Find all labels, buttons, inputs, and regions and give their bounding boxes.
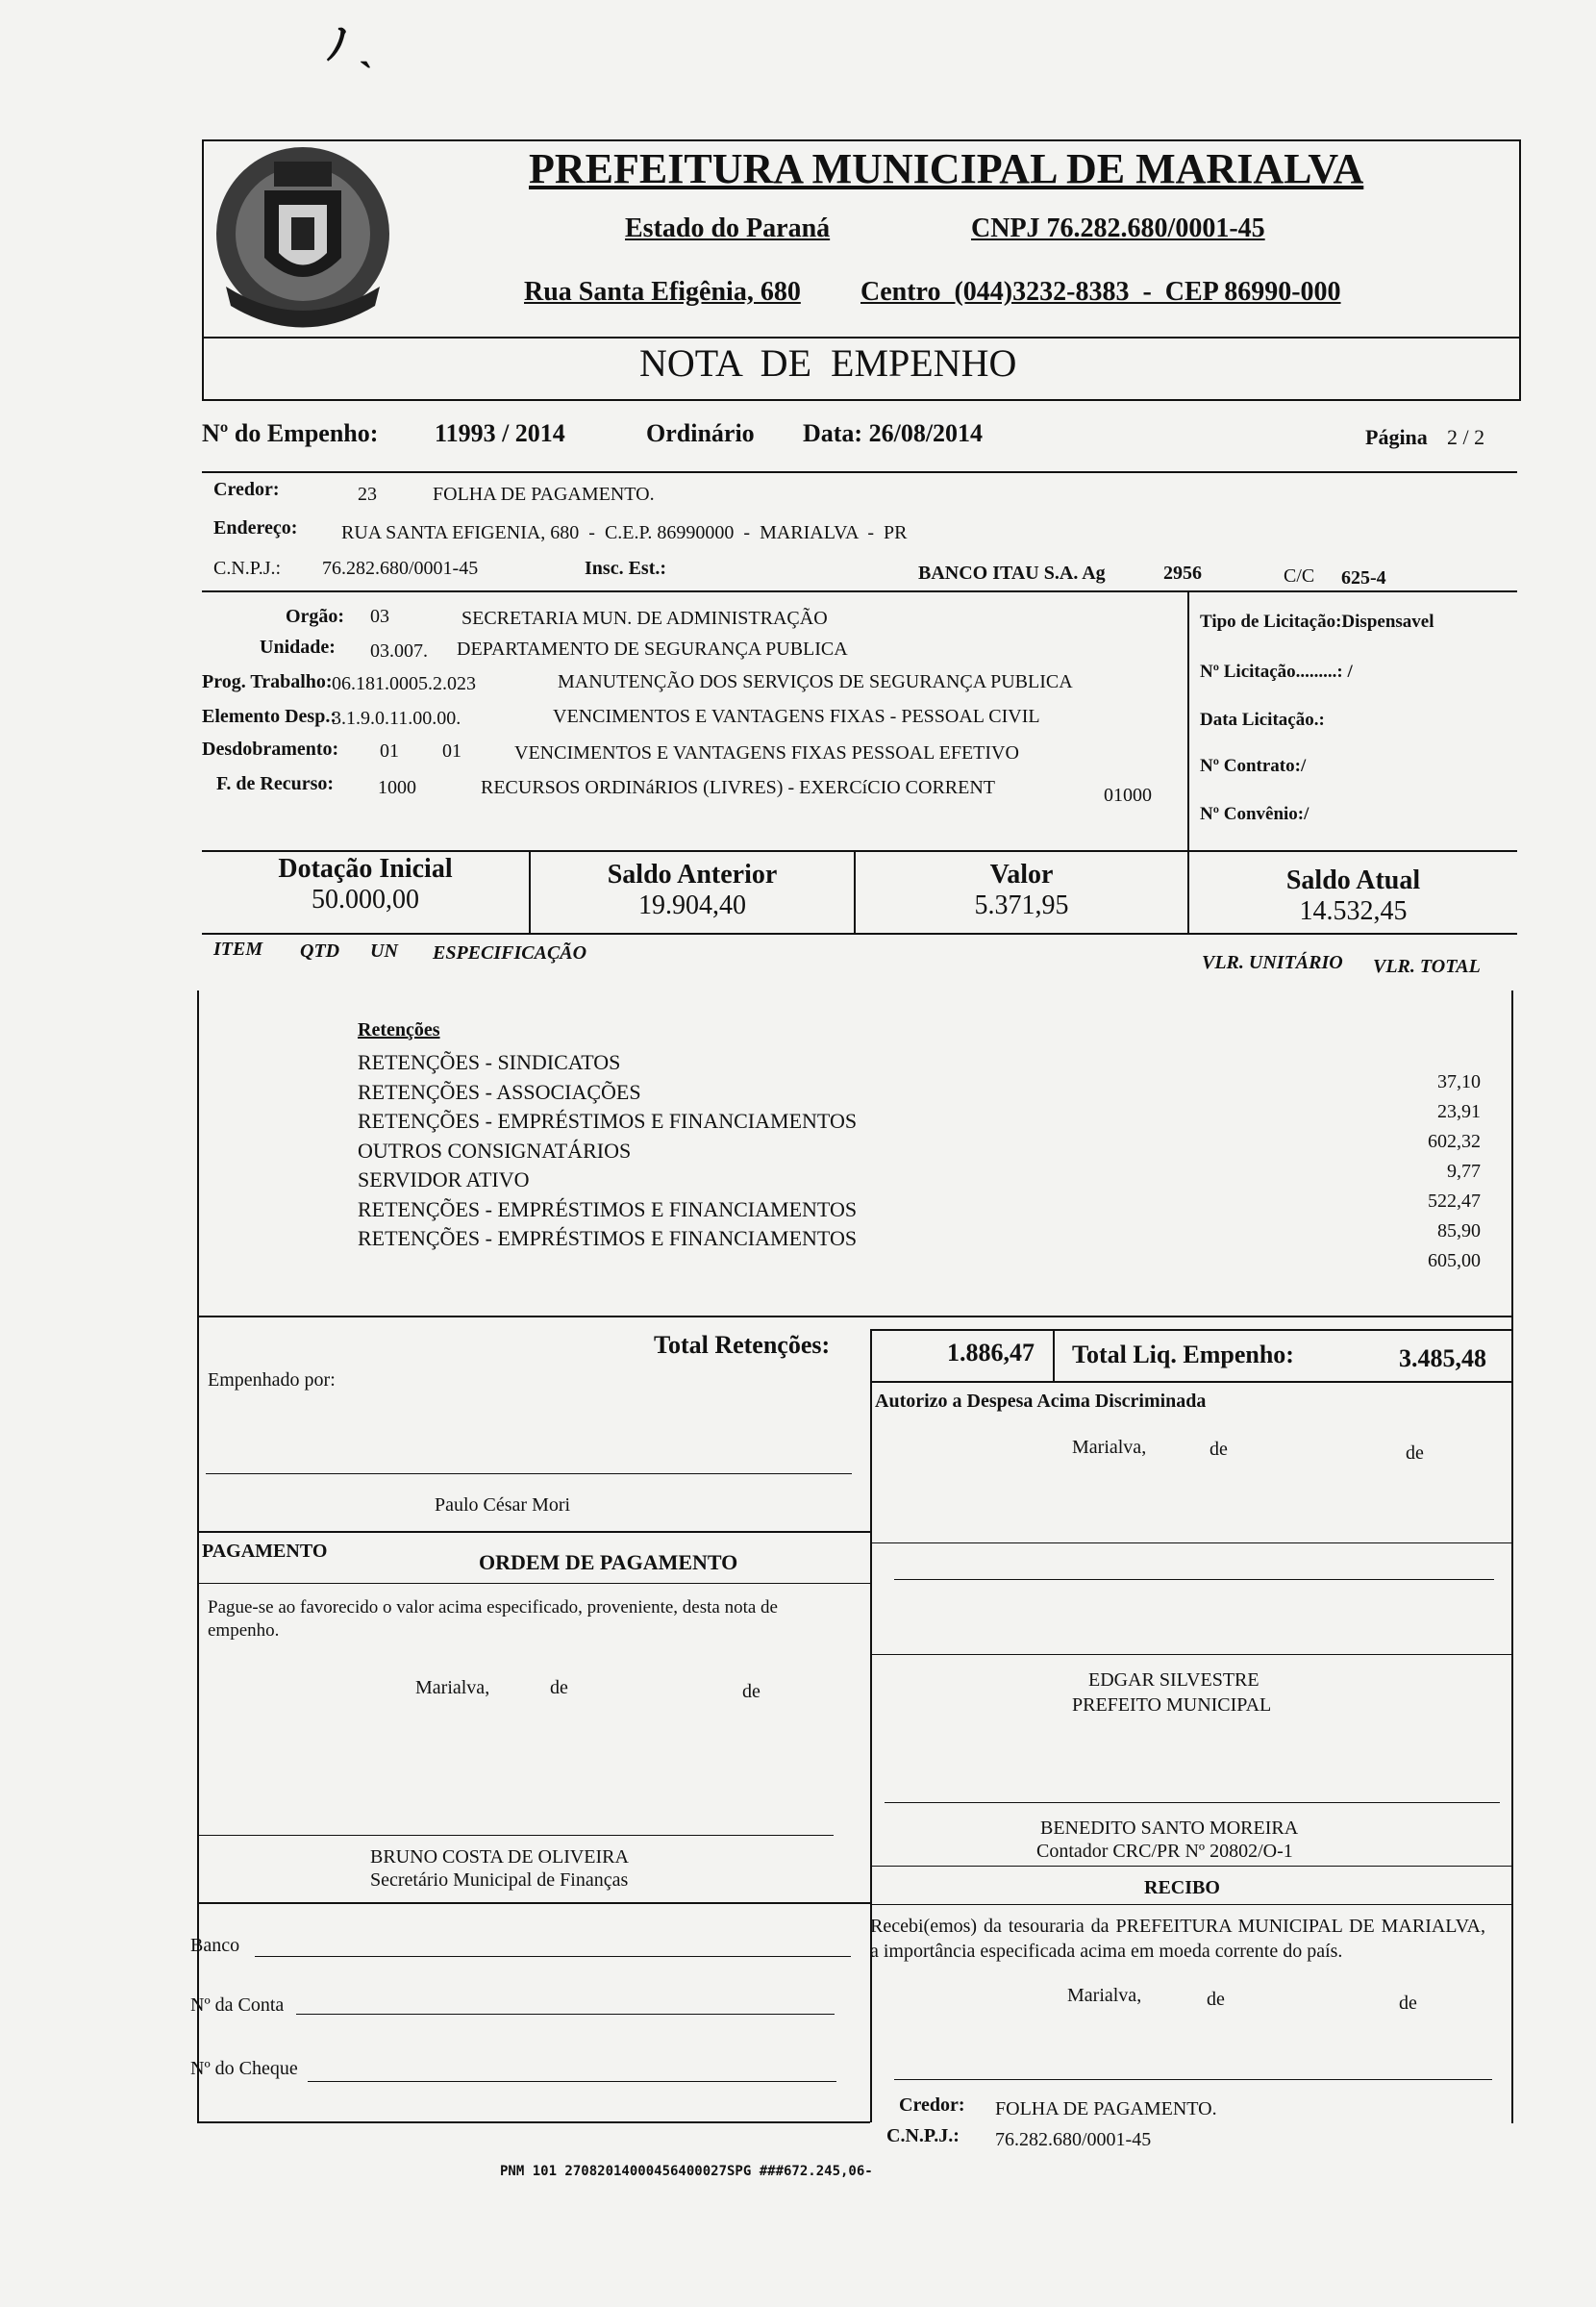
retencoes-values bbox=[1365, 1067, 1481, 1276]
retencao-line: SERVIDOR ATIVO bbox=[358, 1167, 530, 1191]
cheque-field[interactable] bbox=[308, 2081, 836, 2082]
retencao-line: RETENÇÕES - ASSOCIAÇÕES bbox=[358, 1079, 641, 1104]
orgao-name: SECRETARIA MUN. DE ADMINISTRAÇÃO bbox=[461, 608, 828, 629]
address-street: Rua Santa Efigênia, 680 bbox=[524, 277, 801, 307]
final-cnpj-value: 76.282.680/0001-45 bbox=[995, 2129, 1152, 2150]
retencao-value: 9,77 bbox=[1447, 1161, 1481, 1182]
unidade-label: Unidade: bbox=[260, 637, 336, 658]
total-retencoes-label: Total Retenções: bbox=[654, 1331, 831, 1359]
col-item: ITEM bbox=[213, 939, 263, 960]
retencao-line: RETENÇÕES - EMPRÉSTIMOS E FINANCIAMENTOS bbox=[358, 1226, 858, 1250]
total-liq-label: Total Liq. Empenho: bbox=[1072, 1341, 1294, 1368]
empenhado-por-label: Empenhado por: bbox=[208, 1369, 336, 1391]
desdobramento-code2: 01 bbox=[442, 740, 461, 762]
endereco-label: Endereço: bbox=[213, 517, 298, 539]
bank-agency: 2956 bbox=[1163, 563, 1202, 584]
recibo-local: Marialva, bbox=[1067, 1985, 1142, 2006]
saldo-atual-value: 14.532,45 bbox=[1299, 896, 1408, 926]
ordem-pagamento-title: ORDEM DE PAGAMENTO bbox=[479, 1550, 738, 1574]
recibo-title: RECIBO bbox=[1144, 1877, 1220, 1898]
final-cnpj-label: C.N.P.J.: bbox=[886, 2125, 960, 2146]
desdobramento-name: VENCIMENTOS E VANTAGENS FIXAS PESSOAL EFETIVO bbox=[514, 742, 1019, 764]
retencao-line: RETENÇÕES - SINDICATOS bbox=[358, 1050, 621, 1074]
page-label: Página bbox=[1365, 425, 1428, 449]
empenho-type: Ordinário bbox=[646, 419, 755, 447]
address-rest: Centro (044)3232-8383 - CEP 86990-000 bbox=[860, 277, 1341, 307]
retencao-value: 602,32 bbox=[1428, 1131, 1481, 1152]
orgao-label: Orgão: bbox=[286, 606, 345, 627]
cc-value: 625-4 bbox=[1341, 567, 1386, 589]
retencoes-list bbox=[358, 1048, 857, 1254]
col-vlr-unitario: VLR. UNITÁRIO bbox=[1202, 952, 1343, 973]
licitacao-numero: Nº Licitação.........: / bbox=[1200, 662, 1353, 682]
dotacao-label: Dotação Inicial bbox=[278, 854, 453, 884]
pagamento-de-2: de bbox=[742, 1681, 761, 1702]
pague-se-text: Pague-se ao favorecido o valor acima especificado, proveniente, desta nota de empenho. bbox=[208, 1597, 778, 1641]
coat-of-arms-logo bbox=[207, 142, 399, 335]
recurso-code: 1000 bbox=[378, 777, 416, 798]
credor-name: FOLHA DE PAGAMENTO. bbox=[433, 484, 655, 505]
pagamento-label: PAGAMENTO bbox=[202, 1541, 328, 1562]
unidade-name: DEPARTAMENTO DE SEGURANÇA PUBLICA bbox=[457, 639, 848, 660]
autorizo-text: Autorizo a Despesa Acima Discriminada bbox=[875, 1391, 1207, 1412]
insc-label: Insc. Est.: bbox=[585, 558, 667, 579]
elemento-code: 3.1.9.0.11.00.00. bbox=[332, 708, 461, 729]
licitacao-tipo: Tipo de Licitação:Dispensavel bbox=[1200, 612, 1434, 632]
scan-mark: ﾉ ˎ bbox=[327, 21, 373, 68]
elemento-label: Elemento Desp.: bbox=[202, 706, 337, 727]
autorizo-de-2: de bbox=[1406, 1442, 1424, 1464]
prefeitura-title: PREFEITURA MUNICIPAL DE MARIALVA bbox=[529, 145, 1364, 192]
recibo-de-1: de bbox=[1207, 1989, 1225, 2010]
cnpj-header: CNPJ 76.282.680/0001-45 bbox=[971, 213, 1265, 243]
empenho-number: 11993 / 2014 bbox=[435, 419, 565, 447]
empenho-date: Data: 26/08/2014 bbox=[803, 419, 984, 447]
credor-code: 23 bbox=[358, 484, 377, 505]
pagamento-local: Marialva, bbox=[415, 1677, 490, 1698]
retencao-value: 37,10 bbox=[1437, 1071, 1481, 1092]
autorizo-de-1: de bbox=[1209, 1439, 1228, 1460]
cnpj-value: 76.282.680/0001-45 bbox=[322, 558, 479, 579]
pagamento-de-1: de bbox=[550, 1677, 568, 1698]
licitacao-contrato: Nº Contrato:/ bbox=[1200, 756, 1307, 776]
prog-label: Prog. Trabalho: bbox=[202, 671, 333, 692]
col-vlr-total: VLR. TOTAL bbox=[1373, 956, 1481, 977]
prog-name: MANUTENÇÃO DOS SERVIÇOS DE SEGURANÇA PUBLICA bbox=[558, 671, 1073, 692]
cheque-label: Nº do Cheque bbox=[190, 2058, 298, 2079]
saldo-anterior-label: Saldo Anterior bbox=[607, 860, 778, 890]
banco-field[interactable] bbox=[255, 1956, 851, 1957]
retencao-value: 605,00 bbox=[1428, 1250, 1481, 1271]
valor-label: Valor bbox=[989, 860, 1054, 890]
recurso-label: F. de Recurso: bbox=[216, 773, 335, 794]
retencao-line: OUTROS CONSIGNATÁRIOS bbox=[358, 1138, 632, 1163]
retencao-value: 522,47 bbox=[1428, 1191, 1481, 1212]
page-number: 2 / 2 bbox=[1447, 425, 1485, 449]
conta-label: Nº da Conta bbox=[190, 1994, 285, 2016]
recibo-de-2: de bbox=[1399, 1993, 1417, 2014]
orgao-code: 03 bbox=[370, 606, 389, 627]
col-especificacao: ESPECIFICAÇÃO bbox=[433, 942, 587, 964]
retencoes-title: Retenções bbox=[358, 1019, 440, 1041]
retencao-value: 85,90 bbox=[1437, 1220, 1481, 1241]
unidade-code: 03.007. bbox=[370, 640, 428, 662]
col-qtd: QTD bbox=[300, 940, 340, 962]
licitacao-convenio: Nº Convênio:/ bbox=[1200, 804, 1309, 824]
retencao-line: RETENÇÕES - EMPRÉSTIMOS E FINANCIAMENTOS bbox=[358, 1196, 858, 1221]
dotacao-value: 50.000,00 bbox=[312, 885, 419, 915]
recurso-code2: 01000 bbox=[1104, 785, 1152, 806]
credor-label: Credor: bbox=[213, 479, 280, 500]
elemento-name: VENCIMENTOS E VANTAGENS FIXAS - PESSOAL CIVIL bbox=[553, 706, 1040, 727]
endereco-value: RUA SANTA EFIGENIA, 680 - C.E.P. 86990000 - MARIALVA - PR bbox=[341, 522, 908, 543]
bank-name: BANCO ITAU S.A. Ag bbox=[918, 563, 1106, 584]
saldo-atual-label: Saldo Atual bbox=[1285, 865, 1421, 895]
empenhado-por-nome: Paulo César Mori bbox=[435, 1494, 571, 1516]
retencao-value: 23,91 bbox=[1437, 1101, 1481, 1122]
valor-value: 5.371,95 bbox=[974, 890, 1069, 920]
total-retencoes-value: 1.886,47 bbox=[947, 1339, 1035, 1367]
banco-label: Banco bbox=[190, 1935, 240, 1956]
recibo-text: Recebi(emos) da tesouraria da PREFEITURA MUNICIPAL DE MARIALVA, a importância especificada acima em moeda corrente do país. bbox=[870, 1916, 1485, 1962]
total-liq-value: 3.485,48 bbox=[1399, 1344, 1486, 1372]
secretario-cargo: Secretário Municipal de Finanças bbox=[370, 1869, 629, 1891]
cc-label: C/C bbox=[1284, 565, 1315, 587]
prog-code: 06.181.0005.2.023 bbox=[332, 673, 476, 694]
recurso-name: RECURSOS ORDINáRIOS (LIVRES) - EXERCíCIO CORRENT bbox=[481, 777, 996, 798]
retencao-line: RETENÇÕES - EMPRÉSTIMOS E FINANCIAMENTOS bbox=[358, 1109, 858, 1133]
conta-field[interactable] bbox=[296, 2014, 835, 2015]
empenho-label: Nº do Empenho: bbox=[202, 419, 379, 447]
doc-title: NOTA DE EMPENHO bbox=[639, 341, 1017, 385]
prefeito-cargo: PREFEITO MUNICIPAL bbox=[1072, 1694, 1272, 1716]
secretario-nome: BRUNO COSTA DE OLIVEIRA bbox=[370, 1846, 629, 1868]
licitacao-data: Data Licitação.: bbox=[1200, 710, 1325, 730]
cnpj-label: C.N.P.J.: bbox=[213, 558, 282, 579]
final-credor-label: Credor: bbox=[899, 2094, 965, 2116]
estado: Estado do Paraná bbox=[625, 213, 831, 243]
final-credor-value: FOLHA DE PAGAMENTO. bbox=[995, 2098, 1217, 2119]
desdobramento-code1: 01 bbox=[380, 740, 399, 762]
prefeito-nome: EDGAR SILVESTRE bbox=[1088, 1669, 1259, 1691]
autorizo-local: Marialva, bbox=[1072, 1437, 1147, 1458]
contador-cargo: Contador CRC/PR Nº 20802/O-1 bbox=[1036, 1841, 1293, 1862]
footer-code: PNM 101 27082014000456400027SPG ###672.245,06- bbox=[500, 2164, 873, 2179]
col-un: UN bbox=[370, 940, 398, 962]
contador-nome: BENEDITO SANTO MOREIRA bbox=[1040, 1818, 1299, 1839]
desdobramento-label: Desdobramento: bbox=[202, 739, 339, 760]
saldo-anterior-value: 19.904,40 bbox=[638, 890, 746, 920]
